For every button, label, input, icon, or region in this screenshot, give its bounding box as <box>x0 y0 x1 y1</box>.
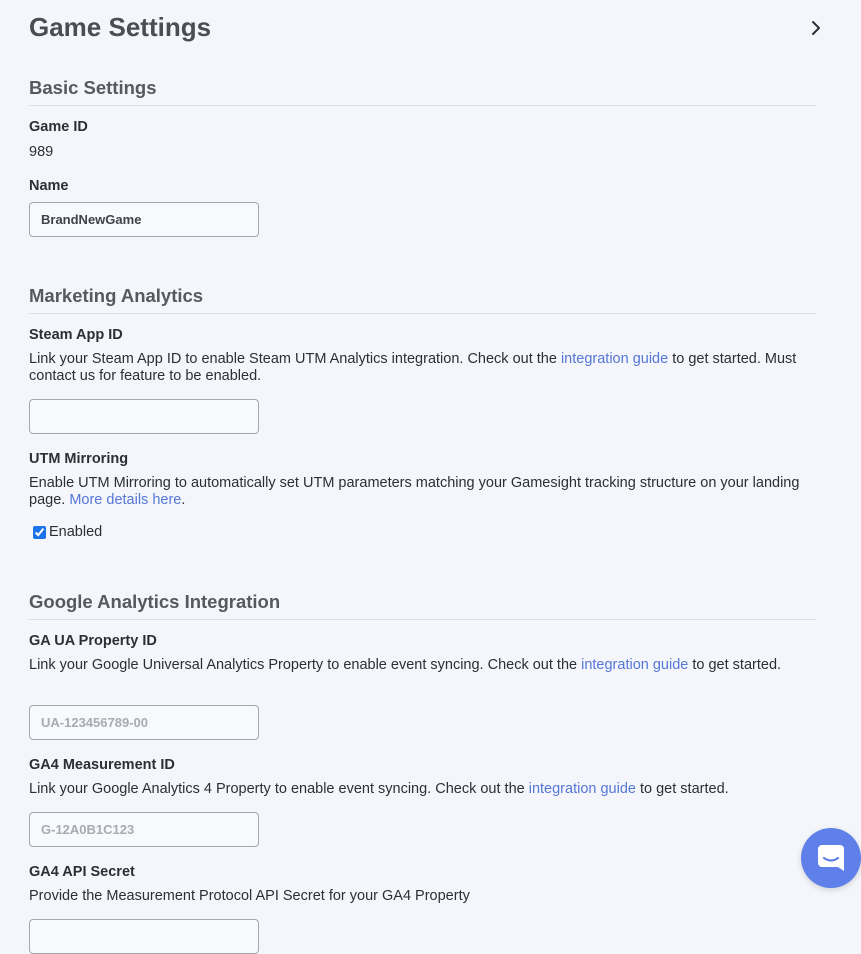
steam-app-id-label: Steam App ID <box>29 327 123 343</box>
name-input[interactable] <box>29 202 259 237</box>
chat-launcher-button[interactable] <box>801 828 861 888</box>
section-google-analytics: Google Analytics Integration <box>29 591 816 620</box>
utm-mirroring-label: UTM Mirroring <box>29 451 129 467</box>
utm-more-details-link[interactable]: More details here <box>69 492 182 508</box>
section-basic-settings: Basic Settings <box>29 77 816 106</box>
ga-ua-description: Link your Google Universal Analytics Property to enable event syncing. Check out the integration guide to get started. <box>29 657 782 673</box>
game-id-label: Game ID <box>29 119 88 135</box>
name-label: Name <box>29 178 69 194</box>
ga4-description: Link your Google Analytics 4 Property to enable event syncing. Check out the integration guide to get started. <box>29 781 729 797</box>
chevron-right-icon[interactable] <box>806 18 826 38</box>
ga4-measurement-input[interactable] <box>29 812 259 847</box>
ga4-measurement-label: GA4 Measurement ID <box>29 757 175 773</box>
section-marketing-analytics: Marketing Analytics <box>29 285 816 314</box>
ga4-api-secret-description: Provide the Measurement Protocol API Secret for your GA4 Property <box>29 888 470 904</box>
game-id-value: 989 <box>29 144 54 160</box>
utm-enabled-label: Enabled <box>49 524 103 540</box>
utm-mirroring-description: Enable UTM Mirroring to automatically set UTM parameters matching your Gamesight tracking structure on your landing page. More details here. <box>29 475 800 508</box>
utm-enabled-checkbox[interactable] <box>33 526 46 539</box>
ga4-api-secret-input[interactable] <box>29 919 259 954</box>
ga4-integration-guide-link[interactable]: integration guide <box>528 781 636 797</box>
chat-icon <box>816 842 846 874</box>
page-title: Game Settings <box>29 12 212 42</box>
utm-enabled-toggle[interactable] <box>33 524 102 540</box>
steam-app-id-input[interactable] <box>29 399 259 434</box>
ga-ua-property-input[interactable] <box>29 705 259 740</box>
steam-integration-guide-link[interactable]: integration guide <box>560 351 669 367</box>
steam-app-id-description: Link your Steam App ID to enable Steam UTM Analytics integration. Check out the integration guide to get started. Must contact us for feature to be enabled. <box>29 351 797 384</box>
ga4-api-secret-label: GA4 API Secret <box>29 864 135 880</box>
ga-ua-integration-guide-link[interactable]: integration guide <box>581 657 689 673</box>
ga-ua-property-label: GA UA Property ID <box>29 633 157 649</box>
